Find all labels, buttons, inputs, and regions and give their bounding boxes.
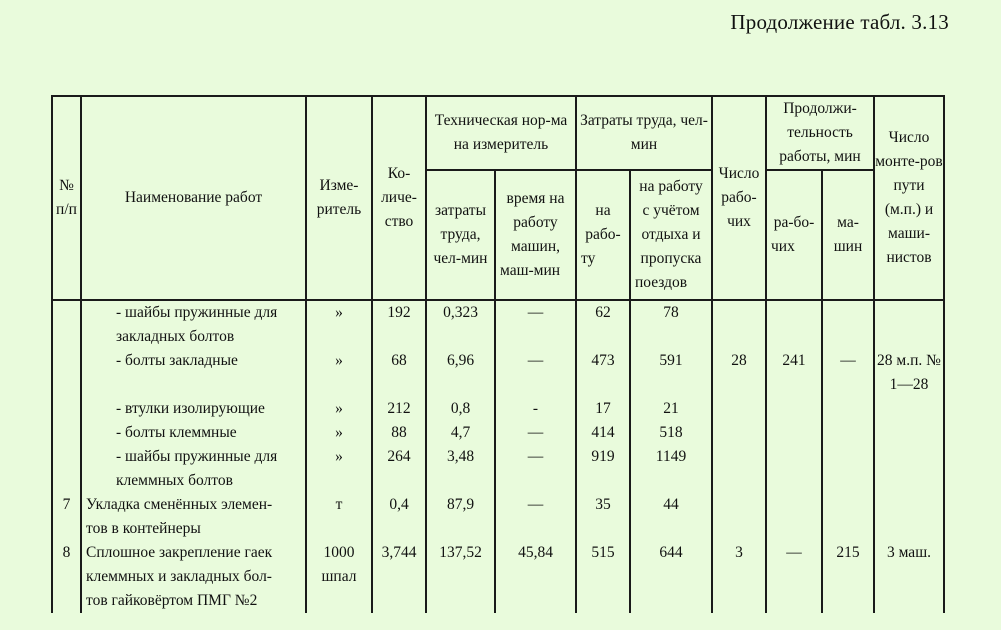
cell-fitters [874,397,944,421]
header-labor-work: на рабо-ту [576,170,630,300]
cell-unit: » [306,349,372,397]
cell-name [81,541,306,613]
cell-dur-workers: — [766,541,822,613]
table-body [52,300,944,613]
cell-work: 414 [576,421,630,445]
cell-unit: » [306,397,372,421]
cell-rest: 44 [630,493,712,541]
cell-unit: 1000 шпал [306,541,372,613]
cell-machine: - [495,397,576,421]
cell-machine: — [495,493,576,541]
header-tech-machine: время на работу машин, маш-мин [495,170,576,300]
cell-qty: 212 [372,397,426,421]
cell-qty: 3,744 [372,541,426,613]
header-labor-cost: Затраты труда, чел-мин [576,96,712,170]
cell-num: 8 [52,541,81,613]
header-name: Наименование работ [81,96,306,300]
cell-rest: 644 [630,541,712,613]
cell-num [52,421,81,445]
cell-fitters: 3 маш. [874,541,944,613]
cell-work: 919 [576,445,630,493]
name-line: Укладка сменённых элемен- [86,496,273,513]
cell-fitters: 28 м.п. № 1—28 [874,349,944,397]
cell-num [52,397,81,421]
cell-dur-workers: 241 [766,349,822,397]
table-header [52,96,944,300]
header-workers-count: Число рабо-чих [712,96,766,300]
cell-dur-workers [766,397,822,421]
table-row [52,445,944,493]
name-line: - втулки изолирующие [116,400,265,417]
cell-labor: 0,8 [426,397,495,421]
name-line: - болты закладные [116,352,238,369]
cell-fitters [874,421,944,445]
cell-rest: 21 [630,397,712,421]
table-caption: Продолжение табл. 3.13 [730,10,949,34]
cell-name [81,421,306,445]
cell-workers: 3 [712,541,766,613]
cell-dur-machines [822,493,874,541]
cell-rest: 1149 [630,445,712,493]
name-line: Сплошное закрепление гаек [86,544,273,561]
header-duration: Продолжи-тельность работы, мин [766,96,874,170]
cell-dur-machines: 215 [822,541,874,613]
cell-fitters [874,445,944,493]
name-line: - шайбы пружинные для [116,304,278,321]
cell-workers [712,421,766,445]
cell-dur-machines [822,397,874,421]
cell-machine: — [495,349,576,397]
name-line: - болты клеммные [116,424,237,441]
cell-name [81,349,306,397]
cell-qty: 192 [372,300,426,349]
cell-dur-machines: — [822,349,874,397]
cell-unit: » [306,300,372,349]
name-line [82,373,305,397]
cell-machine: — [495,445,576,493]
cell-dur-machines [822,421,874,445]
cell-labor: 3,48 [426,445,495,493]
cell-num [52,300,81,349]
cell-labor: 137,52 [426,541,495,613]
cell-qty: 0,4 [372,493,426,541]
cell-machine: — [495,300,576,349]
cell-labor: 87,9 [426,493,495,541]
table-row [52,493,944,541]
cell-workers: 28 [712,349,766,397]
cell-work: 473 [576,349,630,397]
cell-qty: 68 [372,349,426,397]
cell-num [52,349,81,397]
cell-unit: т [306,493,372,541]
cell-dur-workers [766,421,822,445]
cell-work: 515 [576,541,630,613]
cell-num [52,445,81,493]
cell-name [81,445,306,493]
cell-dur-machines [822,300,874,349]
cell-work: 17 [576,397,630,421]
cell-rest: 518 [630,421,712,445]
cell-dur-workers [766,493,822,541]
cell-rest: 78 [630,300,712,349]
cell-machine: 45,84 [495,541,576,613]
cell-labor: 4,7 [426,421,495,445]
cell-workers [712,397,766,421]
cell-qty: 88 [372,421,426,445]
table-row [52,397,944,421]
cell-unit: » [306,421,372,445]
header-unit: Изме-ритель [306,96,372,300]
table-row [52,349,944,397]
header-num: № п/п [52,96,81,300]
cell-labor: 0,323 [426,300,495,349]
cell-dur-workers [766,445,822,493]
cell-work: 35 [576,493,630,541]
cell-qty: 264 [372,445,426,493]
name-line: тов гайковёртом ПМГ №2 [86,592,258,609]
cell-dur-workers [766,300,822,349]
cell-name [81,397,306,421]
cell-workers [712,445,766,493]
table-row [52,541,944,613]
name-line: тов в контейнеры [86,520,201,537]
header-dur-machines: ма-шин [822,170,874,300]
cell-num: 7 [52,493,81,541]
table-row [52,421,944,445]
work-table [51,95,945,613]
header-tech-labor: затраты труда, чел-мин [426,170,495,300]
name-line: закладных болтов [116,328,235,345]
cell-work: 62 [576,300,630,349]
header-dur-workers: ра-бо-чих [766,170,822,300]
cell-workers [712,493,766,541]
cell-dur-machines [822,445,874,493]
cell-labor: 6,96 [426,349,495,397]
cell-name [81,493,306,541]
cell-fitters [874,493,944,541]
name-line: клеммных и закладных бол- [86,568,272,585]
header-qty: Ко-личе-ство [372,96,426,300]
cell-rest: 591 [630,349,712,397]
cell-workers [712,300,766,349]
cell-fitters [874,300,944,349]
cell-unit: » [306,445,372,493]
header-tech-norm: Техническая нор-ма на измеритель [426,96,576,170]
table-row [52,300,944,349]
cell-name [81,300,306,349]
name-line: клеммных болтов [116,472,233,489]
header-labor-rest: на работу с учётом отдыха и пропуска поездов [630,170,712,300]
header-fitters: Число монте-ров пути (м.п.) и маши-нистов [874,96,944,300]
name-line: - шайбы пружинные для [116,448,278,465]
cell-machine: — [495,421,576,445]
